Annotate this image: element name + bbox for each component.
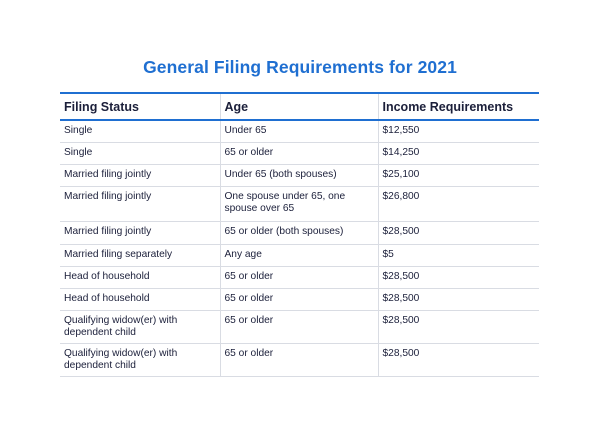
cell-age: Under 65 (both spouses) — [220, 164, 378, 186]
cell-filing-status: Married filing jointly — [60, 186, 220, 221]
cell-filing-status: Single — [60, 120, 220, 142]
cell-income: $28,500 — [378, 221, 539, 244]
cell-age: 65 or older (both spouses) — [220, 221, 378, 244]
table-row — [60, 221, 539, 244]
table-row — [60, 164, 539, 186]
cell-income: $28,500 — [378, 288, 539, 310]
cell-income: $25,100 — [378, 164, 539, 186]
cell-income: $14,250 — [378, 142, 539, 164]
column-header-age: Age — [220, 93, 378, 120]
cell-age: 65 or older — [220, 266, 378, 288]
cell-filing-status: Married filing separately — [60, 244, 220, 266]
table-row — [60, 186, 539, 221]
table-row — [60, 120, 539, 142]
cell-age: 65 or older — [220, 310, 378, 343]
cell-income: $28,500 — [378, 310, 539, 343]
cell-income: $28,500 — [378, 343, 539, 376]
column-header-income-requirements: Income Requirements — [378, 93, 539, 120]
cell-filing-status: Qualifying widow(er) with dependent child — [60, 310, 220, 343]
cell-age: 65 or older — [220, 288, 378, 310]
cell-filing-status: Head of household — [60, 266, 220, 288]
table-row — [60, 266, 539, 288]
cell-age: Under 65 — [220, 120, 378, 142]
cell-age: One spouse under 65, one spouse over 65 — [220, 186, 378, 221]
cell-age: Any age — [220, 244, 378, 266]
table-row — [60, 244, 539, 266]
column-header-filing-status: Filing Status — [64, 99, 139, 114]
cell-income: $5 — [378, 244, 539, 266]
cell-age: 65 or older — [220, 142, 378, 164]
cell-filing-status: Qualifying widow(er) with dependent child — [60, 343, 220, 376]
cell-income: $12,550 — [378, 120, 539, 142]
filing-requirements-table — [60, 92, 539, 377]
cell-filing-status: Single — [60, 142, 220, 164]
table-row — [60, 310, 539, 343]
table-row — [60, 288, 539, 310]
cell-filing-status: Married filing jointly — [60, 164, 220, 186]
cell-filing-status: Married filing jointly — [60, 221, 220, 244]
cell-income: $26,800 — [378, 186, 539, 221]
cell-age: 65 or older — [220, 343, 378, 376]
page-title: General Filing Requirements for 2021 — [143, 57, 457, 77]
cell-income: $28,500 — [378, 266, 539, 288]
table-header-row — [60, 93, 539, 120]
table-row — [60, 142, 539, 164]
cell-filing-status: Head of household — [60, 288, 220, 310]
table-row — [60, 343, 539, 376]
